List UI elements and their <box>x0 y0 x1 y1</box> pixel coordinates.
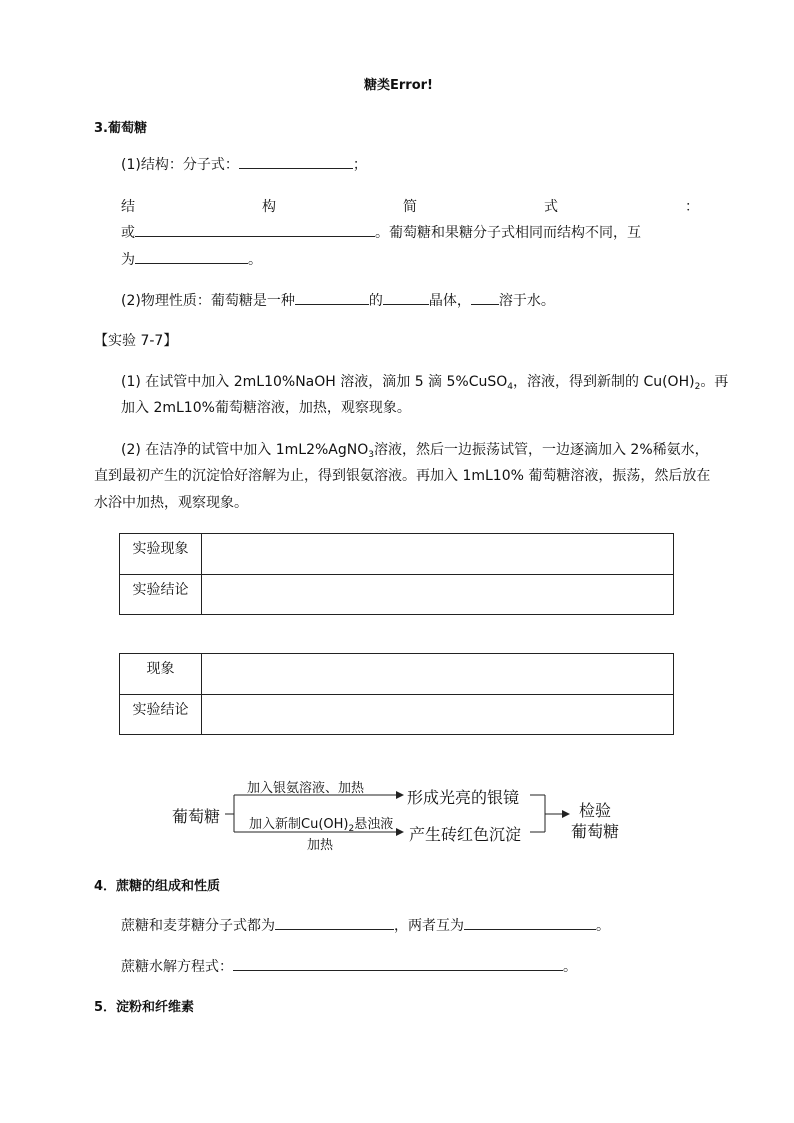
page-title: 糖类Error! <box>364 78 433 93</box>
experiment-heading: 【实验 7-7】 <box>94 333 178 349</box>
mutual-label: ，两者互为 <box>394 918 464 934</box>
period: 。 <box>596 918 610 934</box>
step1-sub-4: 4 <box>507 382 513 392</box>
physical-label: (2)物理性质：葡萄糖是一种 <box>121 293 295 309</box>
wei-label: 为 <box>121 252 135 268</box>
bottom-label-a: 加入新制Cu(OH) <box>249 817 349 832</box>
step1-text-b: ，溶液，得到新制的 Cu(OH) <box>513 374 695 390</box>
section-3-heading: 3.葡萄糖 <box>94 121 147 136</box>
char-shi: 式 <box>544 199 558 215</box>
physical-de: 的 <box>368 293 383 309</box>
char-gou: 构 <box>262 199 276 215</box>
diagram-top-label: 加入银氨溶液、加热 <box>247 781 365 796</box>
hydrolysis-line <box>121 956 577 976</box>
diagram-glucose: 葡萄糖 <box>172 807 221 826</box>
table-label: 实验现象 <box>120 534 202 575</box>
hydrolysis-label: 蔗糖水解方程式： <box>121 959 233 975</box>
table-label: 实验结论 <box>120 575 202 615</box>
formula-line <box>121 915 610 935</box>
step1-sub-2: 2 <box>694 382 701 392</box>
isomer-sentence: 。葡萄糖和果糖分子式相同而结构不同，互 <box>375 225 641 241</box>
physical-crystal: 晶体， <box>428 293 471 309</box>
semicolon: ； <box>352 157 367 173</box>
char-colon: ： <box>685 199 699 215</box>
char-jie: 结 <box>121 199 135 215</box>
bottom-label-sub: 2 <box>348 824 355 834</box>
diagram-glucose-label: 葡萄糖 <box>571 822 620 841</box>
char-jian: 简 <box>403 199 417 215</box>
diagram-heat-label: 加热 <box>307 838 334 853</box>
step1-line2: 加入 2mL10%葡萄糖溶液，加热，观察现象。 <box>121 400 411 416</box>
step2-line3: 水浴中加热，观察现象。 <box>94 495 248 511</box>
step2-line2: 直到最初产生的沉淀恰好溶解为止，得到银氨溶液。再加入 1mL10% 葡萄糖溶液，振荡，然后放在 <box>94 468 711 484</box>
diagram-bottom-result: 产生砖红色沉淀 <box>409 825 522 844</box>
step1-text-c: 。再 <box>700 374 729 390</box>
relationship-blank[interactable] <box>464 915 596 930</box>
section-5-heading: 5．淀粉和纤维素 <box>94 1000 195 1015</box>
physical-soluble: 溶于水。 <box>498 293 555 309</box>
step2-text-b: 溶液，然后一边振荡试管，一边逐滴加入 2%稀氨水， <box>373 442 709 458</box>
table-label: 实验结论 <box>120 695 202 735</box>
bottom-label-b: 悬浊液 <box>354 817 394 832</box>
or-label: 或 <box>121 225 135 241</box>
table-label: 现象 <box>120 654 202 695</box>
hydrolysis-equation-blank[interactable] <box>233 956 563 971</box>
diagram-top-result: 形成光亮的银镜 <box>407 788 520 807</box>
period: 。 <box>248 252 262 268</box>
diagram-test-label: 检验 <box>579 801 612 820</box>
period: 。 <box>563 959 577 975</box>
step1-text-a: (1) 在试管中加入 2mL10%NaOH 溶液，滴加 5 滴 5%CuSO <box>121 374 508 390</box>
structure-label: (1)结构：分子式： <box>121 157 239 173</box>
diagram-bottom-label <box>249 813 393 834</box>
section-4-heading: 4．蔗糖的组成和性质 <box>94 879 221 894</box>
step2-sub-3: 3 <box>368 450 374 460</box>
sucrose-formula-blank[interactable] <box>275 915 394 930</box>
step2-text-a: (2) 在洁净的试管中加入 1mL2%AgNO <box>121 442 369 458</box>
formula-label: 蔗糖和麦芽糖分子式都为 <box>121 918 275 934</box>
